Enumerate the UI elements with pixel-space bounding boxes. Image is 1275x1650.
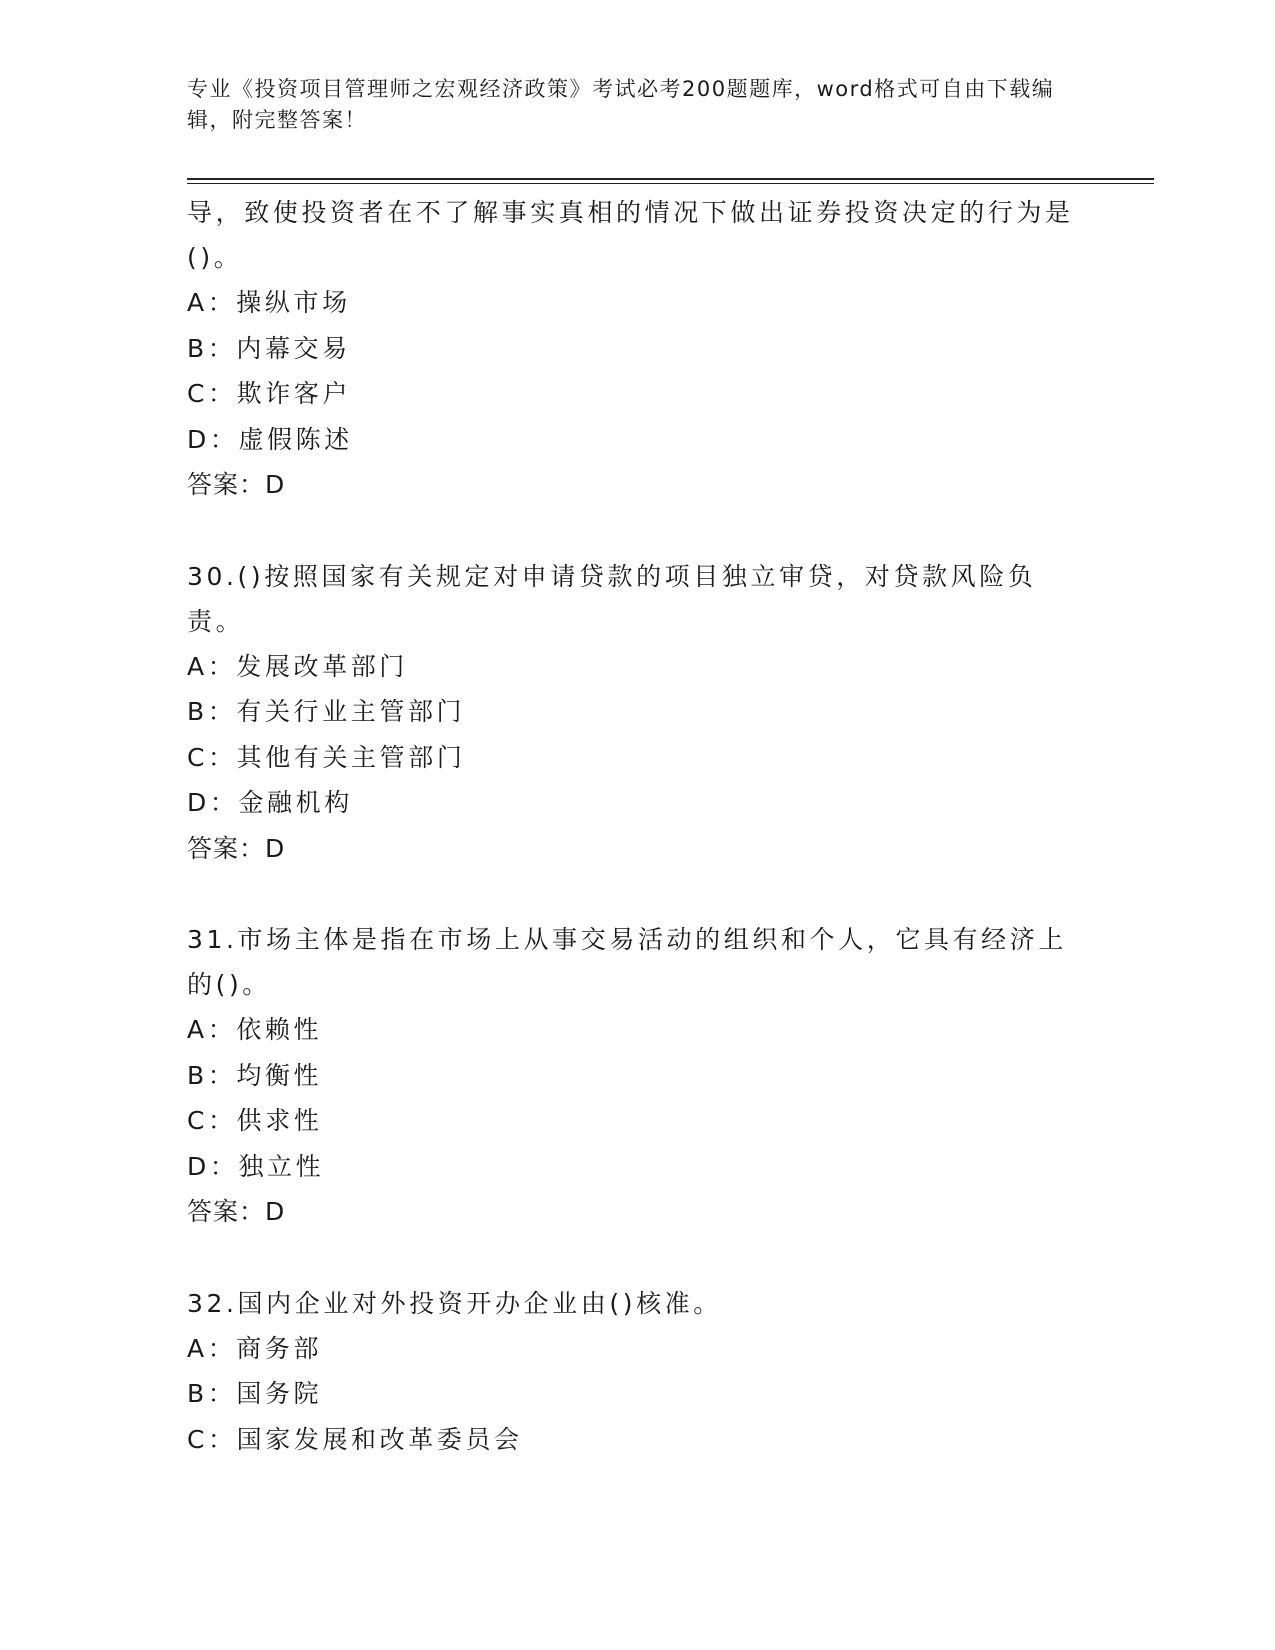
question-text: 31.市场主体是指在市场上从事交易活动的组织和个人，它具有经济上的()。 [187,925,1067,999]
header-rule-thin [187,183,1154,184]
option-c: C：供求性 [187,1106,323,1135]
option-a: A：依赖性 [187,1015,323,1044]
option-a: A：商务部 [187,1333,323,1363]
option-b: B：均衡性 [187,1060,323,1090]
option-c: C：国家发展和改革委员会 [187,1424,523,1454]
option-b: B：有关行业主管部门 [187,697,466,726]
option-b: B：内幕交易 [187,333,351,363]
question-text: 32.国内企业对外投资开办企业由()核准。 [187,1288,722,1318]
answer-line: 答案：D [187,1197,286,1226]
question-list [187,190,1087,1462]
answer-line: 答案：D [187,833,286,863]
option-c: C：其他有关主管部门 [187,742,466,772]
option-d: D：独立性 [187,1151,325,1181]
option-d: D：金融机构 [187,788,353,817]
spacer [187,508,1087,554]
spacer [187,871,1087,917]
question-31 [187,917,1087,1235]
question-32 [187,1281,1087,1463]
option-b: B：国务院 [187,1379,323,1408]
document-header: 专业《投资项目管理师之宏观经济政策》考试必考200题题库，word格式可自由下载编辑，附完整答案！ [187,77,1055,132]
question-29 [187,190,1087,508]
spacer [187,1235,1087,1281]
question-text: 30.()按照国家有关规定对申请贷款的项目独立审贷，对贷款风险负责。 [187,561,1037,636]
option-a: A：发展改革部门 [187,651,408,681]
option-d: D：虚假陈述 [187,424,353,454]
answer-line: 答案：D [187,470,286,499]
header-rule-thick [187,178,1154,180]
option-a: A：操纵市场 [187,288,351,317]
option-c: C：欺诈客户 [187,379,352,408]
question-text: 导，致使投资者在不了解事实真相的情况下做出证券投资决定的行为是()。 [187,198,1074,272]
question-30 [187,554,1087,872]
